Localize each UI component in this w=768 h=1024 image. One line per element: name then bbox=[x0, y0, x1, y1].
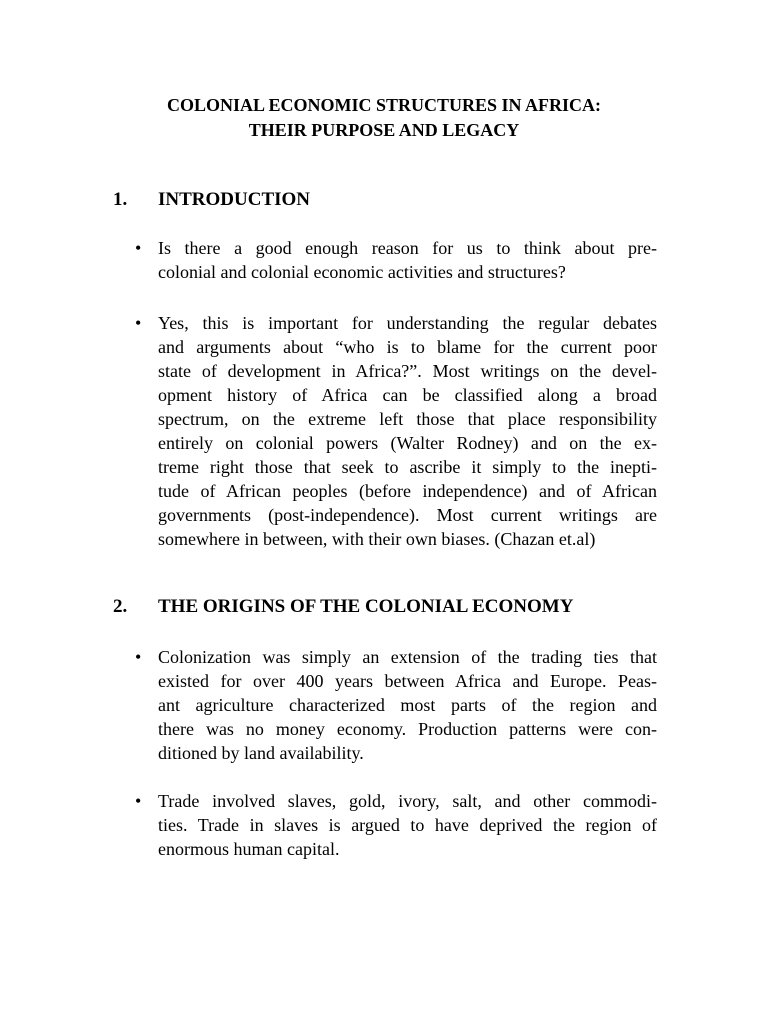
bullet-icon: • bbox=[135, 313, 142, 333]
text-line: Yes, this is important for understanding the regular debates bbox=[158, 313, 657, 333]
text-line: ties. Trade in slaves is argued to have deprived the region of bbox=[158, 815, 657, 835]
text-line: spectrum, on the extreme left those that place responsibility bbox=[158, 409, 657, 429]
text-line: Trade involved slaves, gold, ivory, salt, and other commodi- bbox=[158, 791, 657, 811]
bullet-icon: • bbox=[135, 647, 142, 667]
bullet-text bbox=[158, 789, 657, 861]
bullet-text bbox=[158, 236, 657, 284]
section-number: 2. bbox=[113, 596, 128, 617]
text-line: entirely on colonial powers (Walter Rodney) and on the ex- bbox=[158, 433, 657, 453]
title-line-1: COLONIAL ECONOMIC STRUCTURES IN AFRICA: bbox=[166, 95, 602, 115]
text-line: enormous human capital. bbox=[158, 839, 340, 859]
text-line: ant agriculture characterized most parts of the region and bbox=[158, 695, 657, 715]
text-line: and arguments about “who is to blame for the current poor bbox=[158, 337, 657, 357]
title-line-2: THEIR PURPOSE AND LEGACY bbox=[248, 120, 520, 140]
text-line: Colonization was simply an extension of the trading ties that bbox=[158, 647, 657, 667]
text-line: ditioned by land availability. bbox=[158, 743, 364, 763]
section-number: 1. bbox=[113, 189, 128, 210]
bullet-text bbox=[158, 645, 657, 765]
text-line: treme right those that seek to ascribe it simply to the inepti- bbox=[158, 457, 657, 477]
text-line: tude of African peoples (before independence) and of African bbox=[158, 481, 657, 501]
section-title: INTRODUCTION bbox=[158, 189, 311, 210]
text-line: governments (post-independence). Most current writings are bbox=[158, 505, 657, 525]
text-line: somewhere in between, with their own biases. (Chazan et.al) bbox=[158, 529, 596, 549]
text-line: there was no money economy. Production patterns were con- bbox=[158, 719, 657, 739]
bullet-icon: • bbox=[135, 791, 142, 811]
bullet-text bbox=[158, 311, 657, 551]
section-title: THE ORIGINS OF THE COLONIAL ECONOMY bbox=[158, 596, 574, 617]
bullet-icon: • bbox=[135, 238, 142, 258]
document-title bbox=[0, 93, 768, 143]
text-line: Is there a good enough reason for us to think about pre- bbox=[158, 238, 657, 258]
text-line: state of development in Africa?”. Most writings on the devel- bbox=[158, 361, 657, 381]
text-line: opment history of Africa can be classified along a broad bbox=[158, 385, 657, 405]
text-line: existed for over 400 years between Africa and Europe. Peas- bbox=[158, 671, 657, 691]
text-line: colonial and colonial economic activities and structures? bbox=[158, 262, 566, 282]
